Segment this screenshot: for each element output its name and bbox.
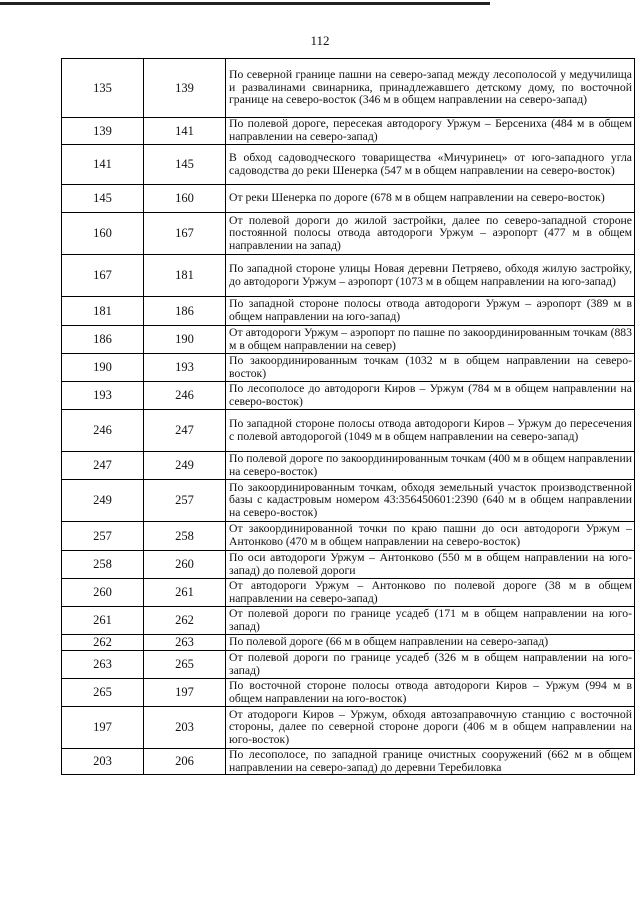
route-description-cell: По западной стороне улицы Новая деревни Петряево, обходя жилую застройку, до автодороги Уржум – аэропорт (1073 м в общем направлении на юго-запад) [226,255,635,297]
table-row [62,480,635,522]
point-to-cell: 197 [144,679,226,707]
route-description-cell: От закоординированной точки по краю пашни до оси автодороги Уржум – Антонково (470 м в общем направлении на северо-восток) [226,522,635,551]
point-from-cell: 265 [62,679,144,707]
point-to-cell: 246 [144,382,226,410]
top-rule [0,2,490,5]
point-to-cell: 249 [144,452,226,480]
point-to-cell: 145 [144,145,226,185]
table-row [62,522,635,551]
table-row [62,59,635,118]
route-description-cell: По лесополосе, по западной границе очистных сооружений (662 м в общем направлении на северо-запад) до деревни Теребиловка [226,749,635,775]
route-description-cell: От автодороги Уржум – аэропорт по пашне по закоординированным точкам (883 м в общем направлении на север) [226,326,635,354]
point-from-cell: 193 [62,382,144,410]
route-description-cell: От реки Шенерка по дороге (678 м в общем направлении на северо-восток) [226,185,635,213]
point-to-cell: 262 [144,607,226,635]
table-row [62,297,635,326]
point-from-cell: 139 [62,118,144,145]
point-to-cell: 139 [144,59,226,118]
point-from-cell: 145 [62,185,144,213]
route-description-cell: От полевой дороги до жилой застройки, далее по северо-западной стороне постоянной полосы отвода автодороги Уржум – аэропорт (477 м в общем направлении на запад) [226,213,635,255]
point-from-cell: 141 [62,145,144,185]
table-body [62,59,635,775]
route-description-cell: От полевой дороги по границе усадеб (326 м в общем направлении на юго-запад) [226,651,635,679]
point-to-cell: 265 [144,651,226,679]
point-from-cell: 160 [62,213,144,255]
table-row [62,255,635,297]
route-description-cell: По восточной стороне полосы отвода автодороги Киров – Уржум (994 м в общем направлении на юго-восток) [226,679,635,707]
point-from-cell: 262 [62,635,144,651]
table-row [62,651,635,679]
boundary-table [61,58,635,775]
table-row [62,354,635,382]
point-to-cell: 186 [144,297,226,326]
route-description-cell: По западной стороне полосы отвода автодороги Киров – Уржум до пересечения с полевой автодорогой (1049 м в общем направлении на северо-запад) [226,410,635,452]
route-description-cell: По полевой дороге, пересекая автодорогу Уржум – Берсениха (484 м в общем направлении на северо-запад) [226,118,635,145]
point-to-cell: 260 [144,551,226,579]
point-to-cell: 258 [144,522,226,551]
table-row [62,410,635,452]
route-description-cell: По полевой дороге (66 м в общем направлении на северо-запад) [226,635,635,651]
point-to-cell: 167 [144,213,226,255]
point-to-cell: 206 [144,749,226,775]
point-to-cell: 261 [144,579,226,607]
table-row [62,326,635,354]
point-to-cell: 160 [144,185,226,213]
table-row [62,551,635,579]
point-from-cell: 249 [62,480,144,522]
point-to-cell: 257 [144,480,226,522]
table-row [62,452,635,480]
page-number: 112 [310,33,330,48]
route-description-cell: В обход садоводческого товарищества «Мичуринец» от юго-западного угла садоводства до реки Шенерка (547 м в общем направлении на северо-восток) [226,145,635,185]
point-from-cell: 258 [62,551,144,579]
route-description-cell: По западной стороне полосы отвода автодороги Уржум – аэропорт (389 м в общем направлении на юго-запад) [226,297,635,326]
point-to-cell: 193 [144,354,226,382]
point-to-cell: 263 [144,635,226,651]
point-from-cell: 186 [62,326,144,354]
table-row [62,635,635,651]
route-description-cell: По закоординированным точкам (1032 м в общем направлении на северо-восток) [226,354,635,382]
point-from-cell: 135 [62,59,144,118]
point-from-cell: 246 [62,410,144,452]
route-description-cell: По северной границе пашни на северо-запад между лесополосой у медучилища и развалинами свинарника, принадлежавшего детскому дому, по восточной границе на северо-восток (346 м в общем направлении на северо-запад) [226,59,635,118]
point-from-cell: 257 [62,522,144,551]
route-description-cell: По полевой дороге по закоординированным точкам (400 м в общем направлении на северо-восток) [226,452,635,480]
point-from-cell: 197 [62,707,144,749]
table-row [62,382,635,410]
route-description-cell: По оси автодороги Уржум – Антонково (550 м в общем направлении на юго-запад) до полевой дороги [226,551,635,579]
point-to-cell: 190 [144,326,226,354]
point-to-cell: 141 [144,118,226,145]
table-row [62,185,635,213]
route-description-cell: От полевой дороги по границе усадеб (171 м в общем направлении на юго-запад) [226,607,635,635]
point-from-cell: 247 [62,452,144,480]
table-row [62,118,635,145]
table-row [62,607,635,635]
point-from-cell: 261 [62,607,144,635]
point-to-cell: 247 [144,410,226,452]
table-row [62,679,635,707]
point-from-cell: 260 [62,579,144,607]
route-description-cell: От автодороги Уржум – Антонково по полевой дороге (38 м в общем направлении на северо-запад) [226,579,635,607]
route-description-cell: От атодороги Киров – Уржум, обходя автозаправочную станцию с восточной стороны, далее по северной стороне дороги (406 м в общем направлении на юго-восток) [226,707,635,749]
point-from-cell: 181 [62,297,144,326]
point-to-cell: 203 [144,707,226,749]
table-row [62,707,635,749]
table-row [62,213,635,255]
point-from-cell: 190 [62,354,144,382]
route-description-cell: По лесополосе до автодороги Киров – Уржум (784 м в общем направлении на северо-восток) [226,382,635,410]
point-from-cell: 167 [62,255,144,297]
table-row [62,145,635,185]
table-row [62,579,635,607]
point-from-cell: 263 [62,651,144,679]
point-to-cell: 181 [144,255,226,297]
route-description-cell: По закоординированным точкам, обходя земельный участок производственной базы с кадастровым номером 43:356450601:2390 (640 м в общем направлении на северо-восток) [226,480,635,522]
table-row [62,749,635,775]
point-from-cell: 203 [62,749,144,775]
